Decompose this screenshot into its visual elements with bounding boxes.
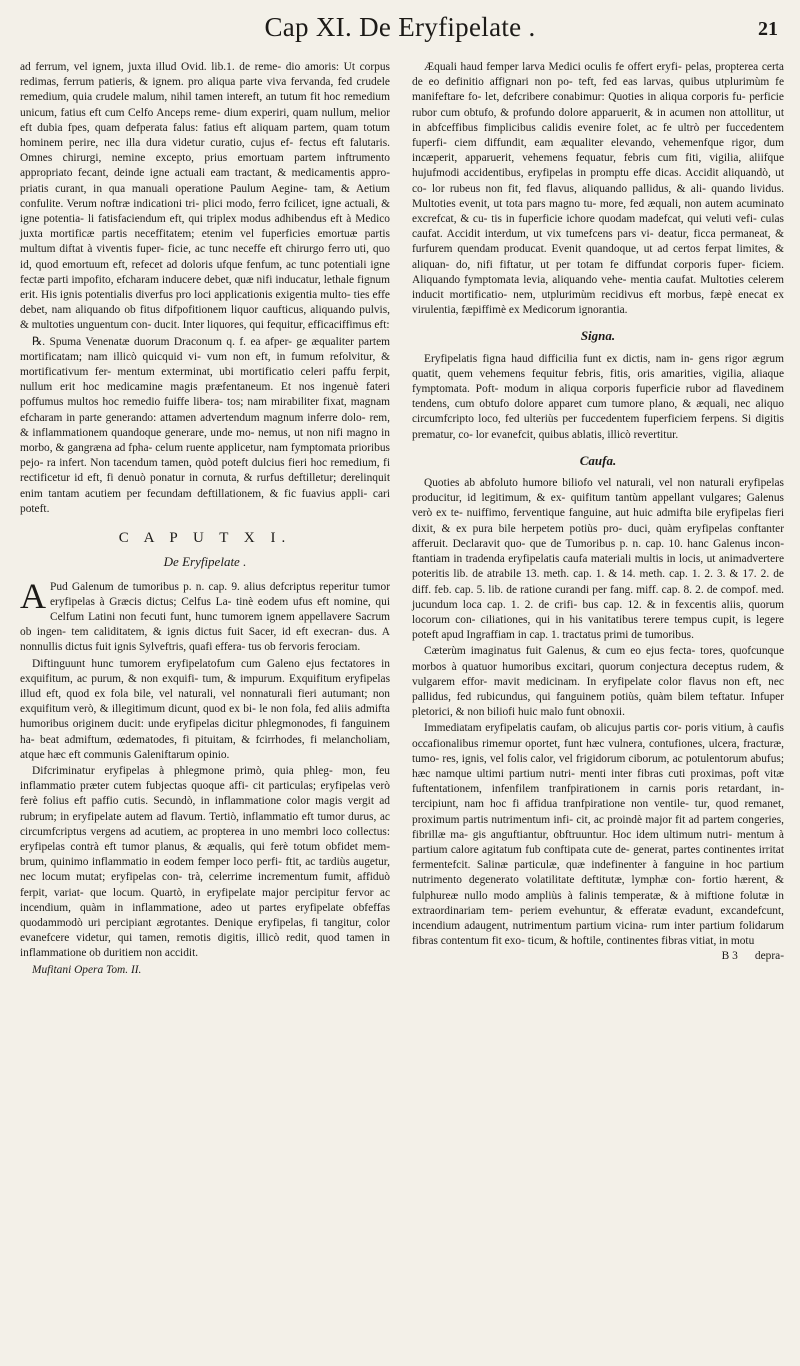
- right-paragraph-4: Cæterùm imaginatus fuit Galenus, & cum eo ejus fecta- tores, quofcunque morbos à quatuor humoribus excitari, quorum conjectura deceptus rudem, & vulgarem effor- mavit medicinam. In eryfipelate color flavus non eft, nec pallidus, fed rubicundus, qui fanguinem potiùs, quàm bilem teftatur. Infuper pletorici, & non biliofi huic malo funt obnoxii.: [412, 645, 784, 719]
- chapter-heading: C A P U T X I.: [118, 530, 292, 547]
- page-number: 21: [758, 18, 778, 40]
- volume-footer: Mufitani Opera Tom. II.: [32, 963, 142, 976]
- left-paragraph-1: ad ferrum, vel ignem, juxta illud Ovid. lib.1. de reme- dio amoris: Ut corpus redimas, ferrum patieris, & ignem. pro aliqua parte viva fervanda, fed crudele remedium, quia crudele malum, nihil tamen intereft, an tutum fit hoc remedium unicum, fatius eft cum Celfo Anceps reme- dium experiri, quam nullum, melior eft dubia fpes, quam defperata falus: fatius eft aliquam partem, quam totum hominem perire, nec illa dura videtur curatio, cujus ef- fectus eft falutaris. Omnes chirurgi, nemine excepto, prius emortuam partem inftrumento appropriato fecant, deinde igne actuali eam tractant, & medicamentis appro- priatis curant, in qua manuali operatione Paulum Aegine- tam, & Aetium confulite. Verum noftræ indicationi tri- plici modo, ferro fcilicet, igne actuali, & igne potentia- li fatisfaciendum eft, qui triplex modus adhibendus eft à Medico juxta mortificæ partis neceffitatem; etenim vel fuperficies emortuæ partis multum diftat à viventis fuper- ficie, ac tunc neceffe eft chirurgo ferro uti, quo id, quod emortuum eft, refecet ad doloris ufque fenfum, ac tunc potentiali igne fectæ parti impofito, efcharam inducere debet, quæ nifi inducatur, lethale fignum erit. His ignis potentialis diverfus pro loci applicationis exigentia multo- ties effe debet, nam aliquando ob fitus difpofitionem liquor caufticus, aliquando pulvis, & multoties unguentum con- ducit. Inter liquores, qui fequitur, efficaciffimus eft:: [20, 61, 390, 332]
- right-paragraph-1: Æquali haud femper larva Medici oculis fe offert eryfi- pelas, propterea certa de eo definitio affignari non po- teft, fed eas larvas, quibus utplurimùm fe manifeftare fo- let, defcribere conabimur: Quoties in aliqua corporis fu- perficie rubor cum obtufo, & profundo dolore apparuerit, & in acumen non attollitur, ut in abfceffibus fimplicibus calidis evenire folet, ac fe ultrò per fuccedentem fuperfi- ciem diffundit, eam æqualiter elevando, vehemenfque rigor, dum incæperit, apparuerit, vehemens fequatur, febris cum fiti, vigilia, aliifque hujufmodi accidentibus, eryfipelas in promptu effe dicas. Accidit aliquandò, ut co- lor rubeus non fit, fed flavus, aliquando pallidus, & ali- quando lividus. Multoties evenit, ut tota pars magno tu- more, fed æquali, non autem acuminato excrefcat, & cu- tis in fuperficie ichore quodam madefcat, qui veluti vefi- culas caufat. Accidit interdum, ut vix tumefcens pars vi- deatur, ficca permaneat, & furfurem quendam producat. Evenit quandoque, ut ad certos ferpat limites, & aliquan- do, nifi fiftatur, ut per totam fe diffundat corporis fuper- ficiem. Aliquando fymptomata levia, aliquando vehe- mentia caufat. Multoties celerem inducit mortificatio- nem, utplurimùm recidivus eft morbus, fæpè enecat ex virulentia, fæpiffimè ex Medicorum ignorantia.: [412, 61, 784, 317]
- right-paragraph-3: Quoties ab abfoluto humore biliofo vel naturali, vel non naturali eryfipelas producitur, id legitimum, & ex- quifitum tantùm appellant vulgares; Galenus verò ex te- nuiffimo, ferventique fanguine, aut huic admifta bile eryfipelas fieri dixit, & ex pura bile herpetem potiùs pro- duci, quàm eryfipelas conftanter afferuit. Declaravit quo- que de Tumoribus p. n. cap. 10. hanc Galenus incon- ftantiam in tradenda eryfipelatis caufa materiali multis in locis, ut animadvertere poteritis lib. de atrabile 13. meth. cap. 1. & 14. meth. cap. 1. 2. 3. & 17. 2. de diff. feb. cap. 5. lib. de ratione curandi per fang. miff. cap. 8. 2. de compof. med. jucundum loca cap. 1. 2. de crifi- bus cap. 12. & in fexcentis aliis, quorum locorum con- ciliationes, qui in his vanitatibus terere tempus cupit, is legere poteft apud Ingraffiam in cap. 1. tractatus primi de tumoribus.: [412, 477, 784, 642]
- running-title: Cap XI. De Eryfipelate .: [264, 12, 536, 42]
- right-column: [412, 60, 784, 965]
- signature-line: [412, 949, 784, 964]
- section-heading-causa: Caufa.: [579, 452, 617, 468]
- right-paragraph-2: Eryfipelatis figna haud difficilia funt ex dictis, nam in- gens rigor ægrum quatit, quem vehemens fequitur febris, fitis, oris amarities, vigilia, aliaque fymptomata. Poft- modum in aliqua corporis fuperficie rubor ad flavedinem tendens, cum obtufo dolore apparet cum tumore plano, & æquali, nec aliquo circumfcripto loco, fed ulteriùs per fuccedentem fuperficiem ferpens. Si digitis prematur, co- lor evanefcit, quibus ablatis, illicò revertitur.: [412, 352, 784, 441]
- chapter-subtitle: De Eryfipelate .: [163, 554, 247, 570]
- left-paragraph-4: Diftinguunt hunc tumorem eryfipelatofum cum Galeno ejus fectatores in exquifitum, ac purum, & non exquifi- tum, & impurum. Exquifitum eryfipelas illud eft, quod ex fola bile, vel naturali, vel nonnaturali fieri autumant; non exquifitum verò, & illegitimum dicunt, quod ex bi- le non fola, fed aliis admifta humoribus originem ducit: unde eryfipelas dicitur phlegmonodes, fi fanguinem ha- beat admiftum, œdematodes, fi pituitam, & fcirrhodes, fi melancholiam, atque hæc eft communis Galeniftarum opinio.: [20, 657, 390, 761]
- left-paragraph-3-text: Pud Galenum de tumoribus p. n. cap. 9. alius defcriptus reperitur tumor eryfipelas à Græcis dictus; Celfus La- tinè eodem ufus eft nomine, qui Celfum Latini non fecuti funt, hunc tumorem ignem appellavere Sacrum ob ingen- tem caliditatem, & ignis dictus fuit Sacer, id eft execran- dus. A nonnullis dictus fuit ignis Sylveftris, quafi effera- tus ob fervoris ferociam.: [20, 580, 390, 654]
- page-header: [0, 12, 800, 58]
- left-paragraph-2: ℞. Spuma Venenatæ duorum Draconum q. f. ea afper- ge æqualiter partem mortificatam; nam illicò quicquid vi- vum non eft, in fumum refolvitur, & mortificativum fer- mentum exterminat, ubi mortificatio celeri paffu ferpit, nullum erit hoc medicamine magis præfentaneum. Et nos ingenuè fateri poffumus multos hoc remedio fuiffe libera- tos; nam mirabiliter fixat, magnam efcharam in parte generando: attamen advertendum magnum inferre dolo- rem, & inflammationem quandoque generare, unde mo- nemus, ut non nifi magno in morbo, & gangræna ad fpha- celum ruente applicetur, nam fymptomata prioribus pejo- ra infert. Non tacendum tamen, quòd poteft dulcius fieri hoc remedium, fi rectificetur id eft, fi denuò ponatur in cornuta, & rurfus deftilletur; derelinquit enim tantam acutiem per fecundam deftillationem, & fic fuavius appli- cari poteft.: [20, 335, 390, 515]
- left-column: [20, 60, 390, 978]
- drop-cap: A: [20, 575, 46, 616]
- right-paragraph-5: Immediatam eryfipelatis caufam, ob alicujus partis cor- poris vitium, à caufis occafionalibus rimemur oportet, funt hæc vulnera, contufiones, ulcera, fracturæ, tumo- res, ignis, vel folis calor, vel frigidorum ciborum, ac potulentorum abufus; hæc namque ultimi partium nutri- menti inter fibras cuti proximas, poft vitæ fuftentationem, infenfilem tranfpirationem in carnis poris retardant, in- tercipiunt, nam hoc fi affidua tranfpiratione non ventile- tur, quod remanet, proximum partis nutrimentum infi- cit, ac proindè major fit ad partem congeries, fibrillæ ma- gis anguftiantur, obftruuntur. Hoc idem ultimum nutri- mentum à partium calore agitatum fub conftipata cute de- generat, partes continentes irritat fermentefcit. Salinæ particulæ, quæ indefinenter à fanguine in hoc partium nutrimento degenerato volatilitate deftitutæ, lymphæ con- fortio hærent, & fulphureæ nullo modo ampliùs à falinis temperatæ, & à miftione folutæ in extraordinariam tem- periem evehuntur, & efferatæ evadunt, excandefcunt, incendium adaugent, nutrimentum partium vicina- rum inter partium folidarum fibras contentum fit exo- ticum, & hoftile, continentes fibras vitiat, in motu: [412, 722, 784, 948]
- left-paragraph-3: [20, 575, 390, 656]
- section-heading-signa: Signa.: [580, 328, 616, 344]
- left-paragraph-5: Difcriminatur eryfipelas à phlegmone primò, quia phleg- mon, feu inflammatio præter cutem fubjectas quoque affi- cit particulas; eryfipelas verò ferè folius eft paffio cutis. Secundò, in inflammatione color magis vergit ad rubrum; in eryfipelate autem ad flavum. Tertiò, inflammatio eft tumor durus, ac circumfcriptus vergens ad acutiem, ac propterea in uno membri loco collectus: eryfipelas contrà eft tumor planus, & æqualis, qui ferè totum obfidet mem- brum, quinimo inflammatio in eodem femper loco perfi- ftit, ac tardiùs augetur, nec locum mutat; eryfipelas con- trà, celerrime incrementum fumit, affiduò ferpit, variat- que locum. Quartò, in eryfipelate major percipitur fervor ac incendium, quàm in inflammatione, adeo ut partes eryfipelate obfeffas quodammodò uri percipiant ægrotantes. Denique eryfipelas, fi tangitur, color evanefcere videtur, qui tamen, remotis digitis, illicò redit, quod tamen in inflammatione ob duritiem non accidit.: [20, 764, 390, 960]
- signature-mark: B 3: [721, 950, 738, 963]
- catchword: depra-: [754, 950, 784, 963]
